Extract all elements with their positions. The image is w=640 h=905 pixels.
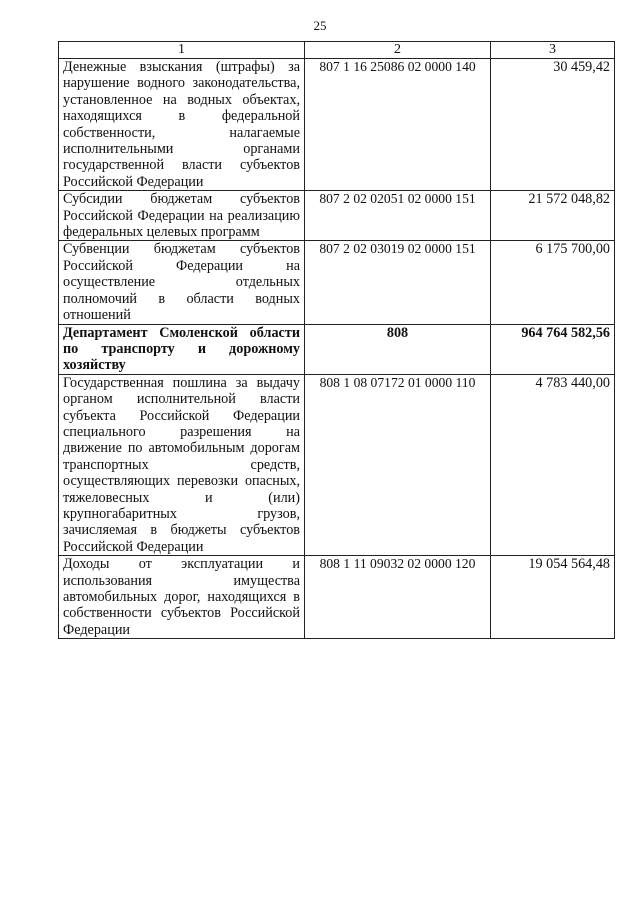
- column-header-2: 2: [305, 42, 491, 59]
- revenue-table: [58, 41, 615, 639]
- table-row: [59, 374, 615, 555]
- row-code: 808 1 11 09032 02 0000 120: [305, 556, 491, 639]
- table-header-row: [59, 42, 615, 59]
- row-code: 807 2 02 02051 02 0000 151: [305, 191, 491, 241]
- department-name: Департамент Смоленской области по транспорту и дорожному хозяйству: [59, 324, 305, 374]
- row-amount: 19 054 564,48: [491, 556, 615, 639]
- column-header-1: 1: [59, 42, 305, 59]
- department-code: 808: [305, 324, 491, 374]
- table-row: [59, 191, 615, 241]
- row-code: 807 2 02 03019 02 0000 151: [305, 241, 491, 324]
- row-name: Доходы от эксплуатации и использования имущества автомобильных дорог, находящихся в собственности субъектов Российской Федерации: [59, 556, 305, 639]
- row-amount: 4 783 440,00: [491, 374, 615, 555]
- row-name: Денежные взыскания (штрафы) за нарушение водного законодательства, установленное на водных объектах, находящихся в федеральной собственности, налагаемые исполнительными органами государственной власти субъектов Российской Федерации: [59, 59, 305, 191]
- row-amount: 21 572 048,82: [491, 191, 615, 241]
- department-amount: 964 764 582,56: [491, 324, 615, 374]
- column-header-3: 3: [491, 42, 615, 59]
- row-amount: 30 459,42: [491, 59, 615, 191]
- row-name: Государственная пошлина за выдачу органом исполнительной власти субъекта Российской Федерации специального разрешения на движение по автомобильным дорогам транспортных средств, осуществляющих перевозки опасных, тяжеловесных и (или) крупногабаритных грузов, зачисляемая в бюджеты субъектов Российской Федерации: [59, 374, 305, 555]
- table-row: [59, 241, 615, 324]
- table-row-department: [59, 324, 615, 374]
- table-row: [59, 556, 615, 639]
- table-row: [59, 59, 615, 191]
- row-name: Субвенции бюджетам субъектов Российской Федерации на осуществление отдельных полномочий в области водных отношений: [59, 241, 305, 324]
- row-code: 807 1 16 25086 02 0000 140: [305, 59, 491, 191]
- row-code: 808 1 08 07172 01 0000 110: [305, 374, 491, 555]
- row-name: Субсидии бюджетам субъектов Российской Федерации на реализацию федеральных целевых программ: [59, 191, 305, 241]
- page-number: 25: [313, 18, 327, 33]
- row-amount: 6 175 700,00: [491, 241, 615, 324]
